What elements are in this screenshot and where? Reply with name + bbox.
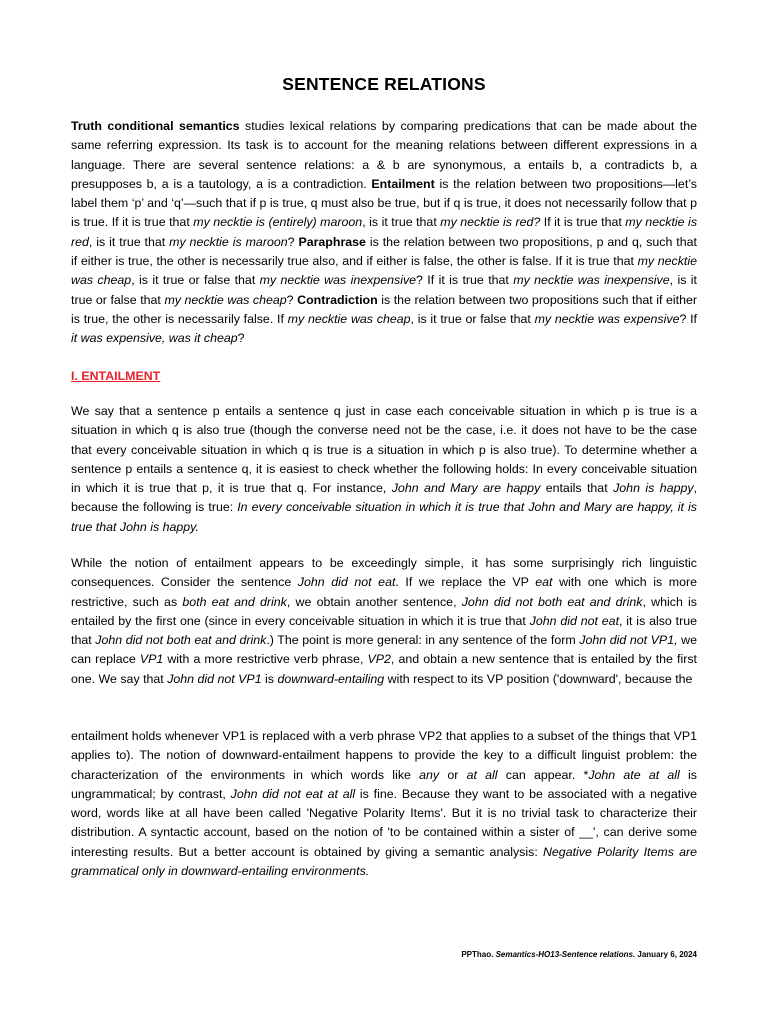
example-text: VP1 (139, 652, 164, 667)
text-run: We say that a sentence p entails a sentence q just in case each conceivable situation in which p is true is a situation in which q is also true (though the converse need not be the case, i.e. it does not have to be the case that every conceivable situation in which q is true is a situation in which p is also true). To determine whether a sentence p entails a sentence q, it is easiest to check whether the following holds: In every conceivable situation in which it is true that p, it is true that q. For instance, (71, 404, 697, 496)
text-run: , is it true or false that (131, 273, 260, 288)
text-run: is the relation between two propositions, p and q, such that if either is true, the other is necessarily true also, and if either is false, the other is false. If it is true that (71, 234, 697, 269)
example-text: John did not VP1 (167, 671, 262, 686)
text-run: ? (286, 292, 298, 307)
example-text: Negative Polarity Items are grammatical only in downward-entailing environments. (71, 844, 698, 879)
example-text: both eat and drink (182, 594, 287, 609)
text-run: If it is true that (540, 215, 626, 230)
text-run: is fine. Because they want to be associated with a negative word, words like at all have been called 'Negative Polarity Items'. But it is no trivial task to characterize their distribution. A syntactic account, based on the notion of 'to be contained within a sister of __', can derive some interesting results. But a better account is obtained by giving a semantic analysis: (71, 786, 697, 859)
text-run: is the relation between two propositions such that if either is true, the other is necessarily false. If (71, 292, 697, 326)
example-text: it was expensive, was it cheap (71, 331, 238, 346)
text-run: , because the following is true: (71, 481, 698, 515)
footer-author: PPThao. (461, 950, 496, 959)
example-text: John did not eat (297, 575, 396, 590)
text-run: , is it true that (362, 215, 441, 230)
text-run: .) The point is more general: in any sentence of the form (266, 633, 580, 648)
example-text: John did not both eat and drink (95, 633, 267, 648)
example-text: my necktie was inexpensive (513, 273, 670, 288)
example-text: John did not eat (529, 613, 620, 628)
section-heading-entailment: I. ENTAILMENT (71, 369, 161, 383)
text-run: with a more restrictive verb phrase, (163, 652, 368, 667)
example-text: VP2 (367, 652, 391, 667)
text-run: entailment holds whenever VP1 is replaced with a verb phrase VP2 that applies to a subset of the things that VP1 applies to). The notion of downward-entailment happens to provide the key to a difficult linguist problem: the characterization of the environments in which words like (71, 729, 697, 782)
example-text: my necktie was cheap (71, 254, 697, 288)
text-run: ? (287, 234, 299, 249)
text-run: , which is entailed by the first one (since in every conceivable situation in which it is true that (71, 594, 698, 628)
term-entailment: Entailment (371, 176, 435, 191)
example-text: John did not eat at all (230, 786, 356, 801)
text-run: ? If it is true that (416, 273, 514, 288)
text-run: we can replace (71, 633, 697, 667)
text-run: entails that (540, 481, 614, 496)
example-text: my necktie was cheap (287, 311, 411, 326)
example-text: my necktie is (entirely) maroon (193, 215, 363, 230)
example-text: my necktie is red? (440, 215, 541, 230)
entailment-paragraph-1 (71, 402, 697, 537)
term-paraphrase: Paraphrase (298, 234, 366, 249)
example-text: John did not VP1, (579, 633, 678, 648)
text-run: with respect to its VP position ('downward', because the (384, 671, 693, 686)
intro-paragraph (71, 117, 697, 349)
example-text: any (419, 767, 440, 782)
text-run: is (261, 671, 278, 686)
footer-document-name: Semantics-HO13-Sentence relations. (495, 950, 636, 959)
example-text: my necktie was expensive (534, 311, 680, 326)
example-text: my necktie is red (71, 215, 698, 249)
text-run: , it is also true that (71, 613, 697, 648)
text-run: . If we replace the VP (395, 575, 536, 590)
example-text: In every conceivable situation in which it is true that John and Mary are happy, it is true that John is happy. (71, 500, 697, 534)
term-truth-conditional: Truth conditional semantics (71, 119, 240, 133)
example-text: at all (466, 767, 498, 782)
example-text: John ate at all (588, 767, 680, 782)
text-run: ? If (679, 311, 697, 326)
text-run: or (439, 767, 467, 782)
example-text: John is happy (613, 481, 694, 496)
text-run: While the notion of entailment appears to be exceedingly simple, it has some surprisingly rich linguistic consequences. Consider the sentence (71, 556, 697, 590)
example-text: my necktie is maroon (169, 234, 288, 249)
page-footer (461, 950, 697, 959)
page-title: SENTENCE RELATIONS (282, 74, 486, 94)
text-run: is ungrammatical; by contrast, (71, 767, 697, 801)
entailment-paragraph-2 (71, 554, 697, 689)
example-text: John did not both eat and drink (461, 594, 643, 609)
text-run: , we obtain another sentence, (286, 594, 462, 609)
text-run: studies lexical relations by comparing predications that can be made about the same referring expression. Its task is to account for the meaning relations between different expressions in a language. There are several sentence relations: a & b are synonymous, a entails b, a contradicts b, a presupposes b, a is a tautology, a is a contradiction. (71, 119, 697, 191)
example-text: John and Mary are happy (391, 481, 541, 496)
example-text: eat (535, 575, 553, 590)
text-run: , and obtain a new sentence that is entailed by the first one. We say that (71, 652, 697, 686)
text-run: , is it true or false that (410, 311, 535, 326)
entailment-paragraph-3 (71, 727, 697, 881)
text-run: with one which is more restrictive, such as (71, 575, 697, 609)
text-run: is the relation between two propositions—let’s label them ‘p’ and ‘q’—such that if p is true, q must also be true, but if q is true, it does not necessarily follow that p is true. If it is true that (71, 176, 697, 230)
text-run: , is it true that (88, 234, 170, 249)
term-contradiction: Contradiction (297, 292, 378, 307)
footer-date: January 6, 2024 (635, 950, 697, 959)
text-run: can appear. * (497, 767, 589, 782)
example-text: my necktie was inexpensive (259, 273, 417, 288)
text-run: , is it true or false that (71, 273, 697, 307)
text-run: ? (237, 331, 245, 346)
example-text: downward-entailing (277, 671, 385, 686)
example-text: my necktie was cheap (164, 292, 287, 307)
